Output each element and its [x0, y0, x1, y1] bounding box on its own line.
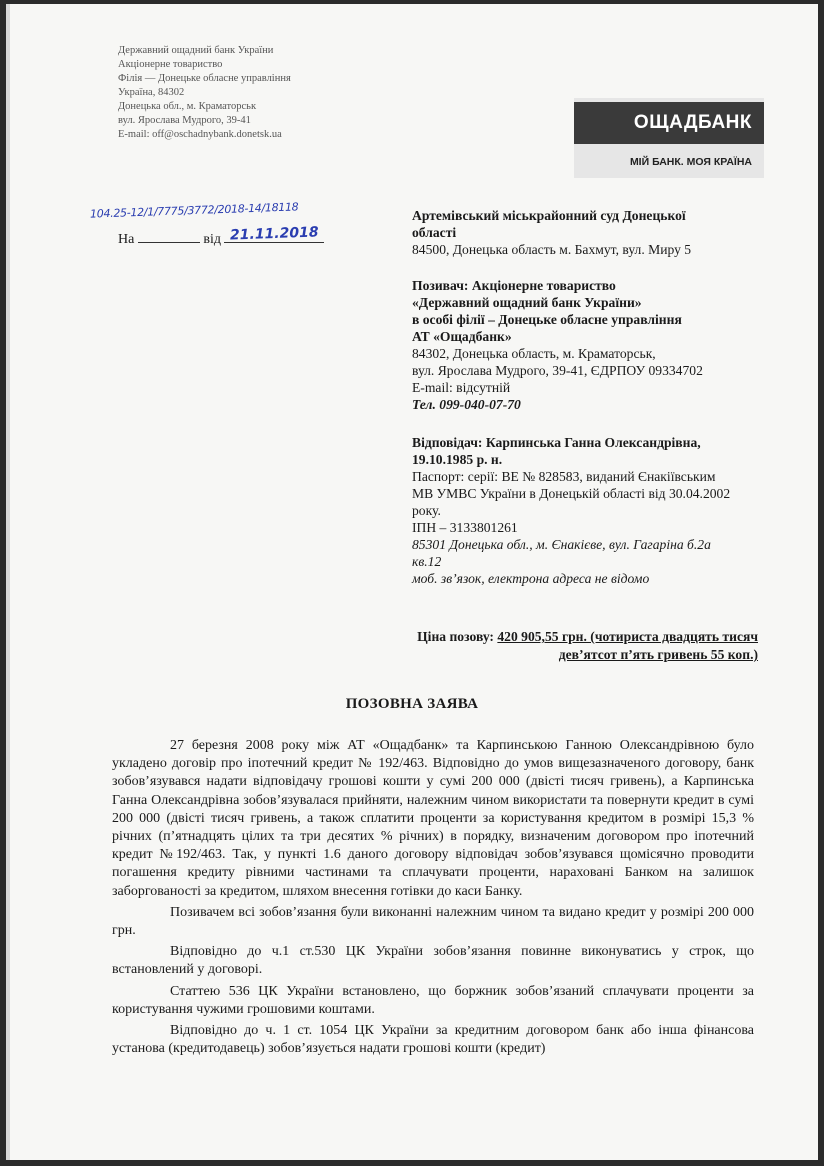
defendant-passport: року.	[412, 503, 441, 518]
handwritten-registration-number: 104.25-12/1/7775/3772/2018-14/18118	[89, 200, 299, 221]
sender-line: вул. Ярослава Мудрого, 39-41	[118, 115, 251, 126]
scan-edge	[6, 4, 10, 1160]
body-paragraph: Відповідно до ч. 1 ст. 1054 ЦК України за кредитним договором банк або інша фінансова установа (кредитодавець) зобов’язується надати грошові кошти (кредит)	[112, 1023, 754, 1057]
sender-line: Україна, 84302	[118, 87, 185, 98]
court-address: 84500, Донецька область м. Бахмут, вул. Миру 5	[412, 242, 692, 257]
plaintiff-line: АТ «Ощадбанк»	[412, 329, 512, 344]
defendant-birthdate: 19.10.1985 р. н.	[412, 452, 503, 467]
defendant-contact: моб. зв’язок, електрона адреса не відомо	[412, 571, 650, 586]
document-page	[6, 4, 818, 1160]
body-paragraph: Відповідно до ч.1 ст.530 ЦК України зобов’язання повинне виконуватись у строк, що встановлений у договорі.	[112, 944, 754, 978]
defendant-address: 85301 Донецька обл., м. Єнакієве, вул. Гагаріна б.2а	[412, 537, 711, 552]
document-title: ПОЗОВНА ЗАЯВА	[345, 696, 479, 712]
sender-block	[118, 44, 291, 142]
handwritten-date: 21.11.2018	[229, 224, 319, 244]
court-name: Артемівський міськрайонний суд Донецької	[412, 208, 686, 223]
logo-slogan: МІЙ БАНК. МОЯ КРАЇНА	[629, 156, 752, 168]
plaintiff-block	[412, 277, 772, 413]
body-paragraph: 27 березня 2008 року між АТ «Ощадбанк» та Карпинською Ганною Олександрівною було укладено договір про іпотечний кредит № 192/463. Відповідно до умов вищезазначеного договору, банк зобов’язувався надати відповідачу грошові кошти у сумі 200 000 (двісті тисяч гривень), а Карпинська Ганна Олександрівна зобов’язувалася прийняти, належним чином використати та повернути кредит в сумі 200 000 (двісті тисяч гривень, а також сплатити проценти за користування кредитом в розмірі 15,3 % річних (п’ятнадцять цілих та три десятих % річних) в порядку, визначеним договором про іпотечний кредит №192/463. Так, у пункті 1.6 даного договору відповідач зобов’язувався щомісячно проводити погашення кредиту рівними частинами та сплачувати проценти, нараховані Банком на залишок заборгованості за кредитом, шляхом внесення готівки до каси Банку.	[112, 738, 754, 899]
claim-amount-words: дев’ятсот п’ять гривень 55 коп.)	[558, 647, 758, 662]
plaintiff-phone: Тел. 099-040-07-70	[412, 397, 521, 412]
defendant-passport: МВ УМВС України в Донецькій області від 30.04.2002	[412, 486, 731, 501]
claim-amount: 420 905,55 грн. (чотириста двадцять тисяч	[497, 629, 758, 644]
claim-label: Ціна позову:	[417, 629, 494, 644]
sender-line: Акціонерне товариство	[118, 59, 223, 70]
sender-email: E-mail: off@oschadnybank.donetsk.ua	[118, 129, 282, 140]
plaintiff-line: Позивач: Акціонерне товариство	[412, 278, 616, 293]
sender-line: Донецька обл., м. Краматорськ	[118, 101, 257, 112]
defendant-address: кв.12	[412, 554, 442, 569]
bank-logo	[574, 98, 764, 178]
sender-line: Філія — Донецьке обласне управління	[118, 73, 291, 84]
na-label: На	[118, 232, 135, 247]
defendant-passport: Паспорт: серії: ВЕ № 828583, виданий Єнакіївським	[412, 469, 716, 484]
plaintiff-email: E-mail: відсутній	[412, 380, 511, 395]
sender-line: Державний ощадний банк України	[118, 45, 274, 56]
na-blank	[138, 230, 200, 243]
claim-value	[366, 628, 758, 664]
court-name-cont: області	[412, 225, 457, 240]
plaintiff-address: вул. Ярослава Мудрого, 39-41, ЄДРПОУ 09334702	[412, 363, 703, 378]
vid-label: від	[203, 232, 221, 247]
defendant-ipn: ІПН – 3133801261	[412, 520, 518, 535]
plaintiff-line: «Державний ощадний банк України»	[412, 295, 642, 310]
body-paragraph: Позивачем всі зобов’язання були виконанні належним чином та видано кредит у розмірі 200 000 грн.	[112, 904, 754, 939]
document-body	[112, 737, 754, 1061]
court-block	[412, 207, 772, 258]
defendant-line: Відповідач: Карпинська Ганна Олександрівна,	[412, 435, 701, 450]
plaintiff-line: в особі філії – Донецьке обласне управління	[412, 312, 682, 327]
body-paragraph: Статтею 536 ЦК України встановлено, що боржник зобов’язаний сплачувати проценти за користування чужими грошовими коштами.	[112, 983, 754, 1017]
defendant-block	[412, 434, 772, 587]
logo-name: ОЩАДБАНК	[574, 102, 764, 144]
plaintiff-address: 84302, Донецька область, м. Краматорськ,	[412, 346, 656, 361]
